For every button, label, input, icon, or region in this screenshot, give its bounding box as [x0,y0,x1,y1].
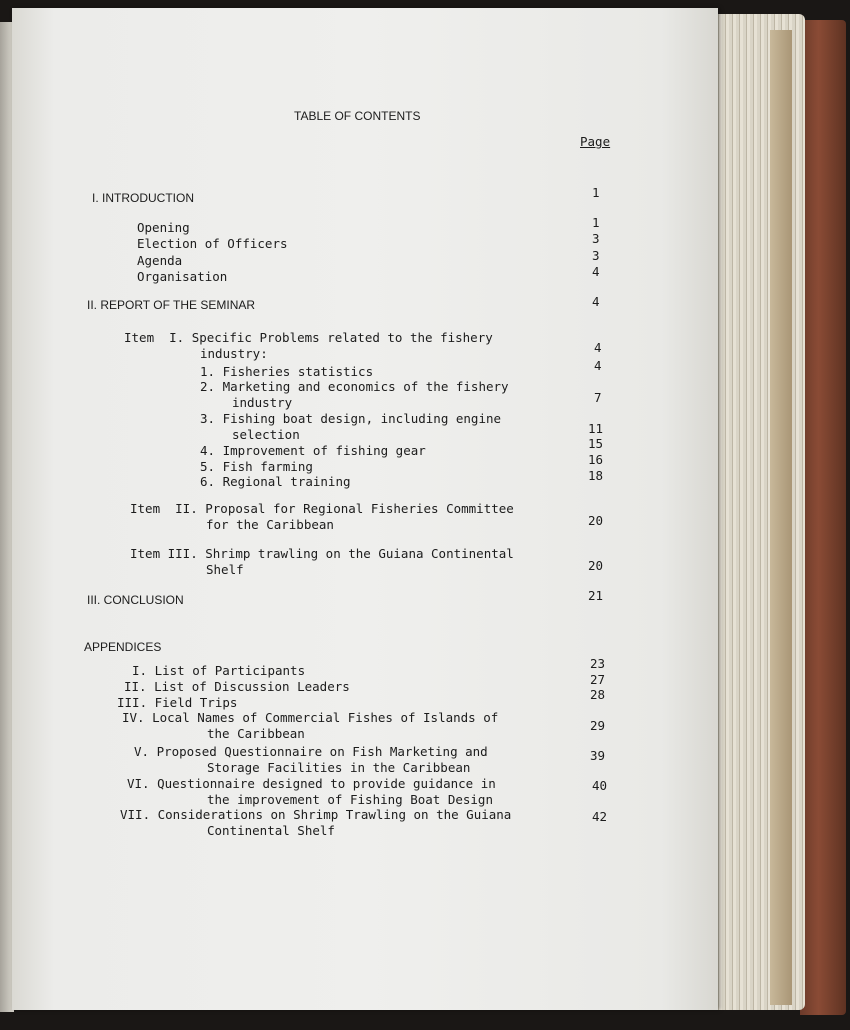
page-number: 20 [588,558,604,573]
item-2-heading-cont: for the Caribbean [206,517,334,532]
entry-fisheries-statistics: 1. Fisheries statistics [200,364,374,379]
entry-agenda: Agenda [137,253,183,268]
entry-marketing-economics: 2. Marketing and economics of the fishery [200,379,509,394]
appendix-7: VII. Considerations on Shrimp Trawling on the Guiana [120,807,512,822]
entry-regional-training: 6. Regional training [200,474,351,489]
appendix-4-cont: the Caribbean [207,726,305,741]
document-page [12,8,718,1010]
entry-organisation: Organisation [137,269,228,284]
appendix-1: I. List of Participants [132,663,306,678]
entry-election-of-officers: Election of Officers [137,236,288,251]
item-1-heading: Item I. Specific Problems related to the fishery [124,330,493,345]
entry-fishing-boat-design-cont: selection [232,427,300,442]
section-introduction: I. INTRODUCTION [92,191,194,205]
page-number: 39 [590,748,606,763]
page-number: 4 [592,294,600,309]
book-cover [800,20,846,1015]
item-3-heading: Item III. Shrimp trawling on the Guiana Continental [130,546,514,561]
entry-fishing-boat-design: 3. Fishing boat design, including engine [200,411,502,426]
appendix-3: III. Field Trips [117,695,238,710]
appendix-2: II. List of Discussion Leaders [124,679,350,694]
page-number: 18 [588,468,604,483]
page-number: 7 [594,390,602,405]
appendix-5: V. Proposed Questionnaire on Fish Marketing and [134,744,488,759]
page-number: 11 [588,421,604,436]
entry-fishing-gear: 4. Improvement of fishing gear [200,443,426,458]
page-number: 16 [588,452,604,467]
page-number: 4 [594,358,602,373]
page-number: 4 [592,264,600,279]
section-appendices: APPENDICES [84,640,162,654]
section-report-of-seminar: II. REPORT OF THE SEMINAR [87,298,256,312]
page-number: 3 [592,248,600,263]
page-number: 1 [592,215,600,230]
toc-title: TABLE OF CONTENTS [294,109,421,123]
item-3-heading-cont: Shelf [206,562,244,577]
entry-fish-farming: 5. Fish farming [200,459,313,474]
section-conclusion: III. CONCLUSION [87,593,184,607]
item-1-heading-cont: industry: [200,346,268,361]
appendix-5-cont: Storage Facilities in the Caribbean [207,760,471,775]
page-number: 42 [592,809,608,824]
page-number: 27 [590,672,606,687]
page-number: 3 [592,231,600,246]
appendix-6-cont: the improvement of Fishing Boat Design [207,792,493,807]
appendix-6: VI. Questionnaire designed to provide guidance in [127,776,496,791]
page-number: 20 [588,513,604,528]
appendix-4: IV. Local Names of Commercial Fishes of Islands of [122,710,499,725]
entry-opening: Opening [137,220,190,235]
page-number: 23 [590,656,606,671]
page-number: 1 [592,185,600,200]
page-column-header: Page [580,134,611,149]
item-2-heading: Item II. Proposal for Regional Fisheries Committee [130,501,514,516]
appendix-7-cont: Continental Shelf [207,823,335,838]
page-stack-edge [770,30,792,1005]
page-number: 21 [588,588,604,603]
page-number: 4 [594,340,602,355]
page-number: 29 [590,718,606,733]
page-number: 15 [588,436,604,451]
page-number: 28 [590,687,606,702]
page-number: 40 [592,778,608,793]
entry-marketing-economics-cont: industry [232,395,293,410]
